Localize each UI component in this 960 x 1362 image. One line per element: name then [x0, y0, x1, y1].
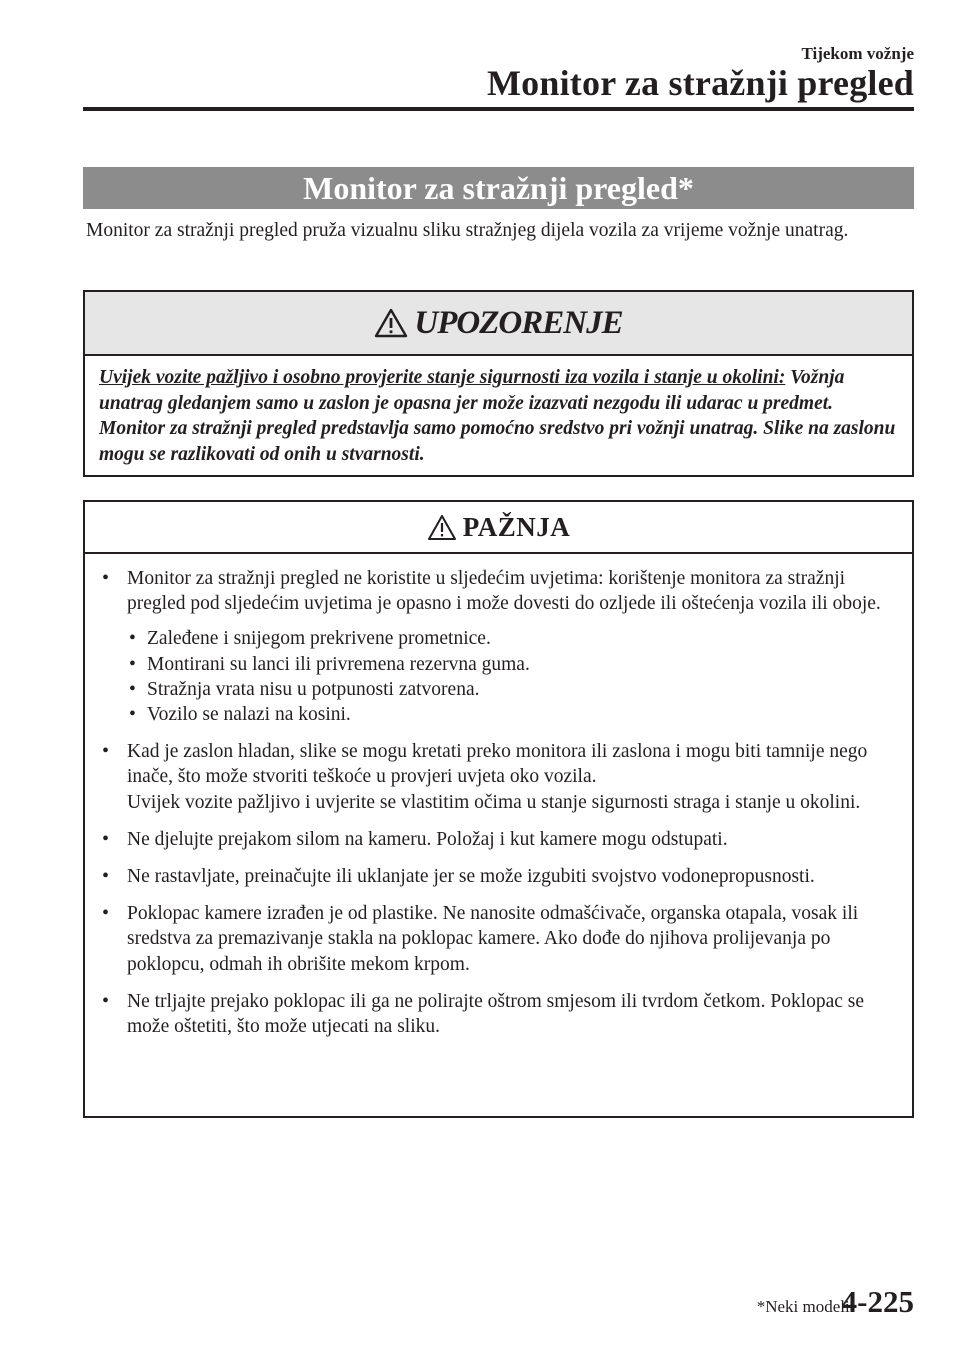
page-title: Monitor za stražnji pregled — [487, 63, 914, 103]
condition-item: • Stražnja vrata nisu u potpunosti zatvorena. — [127, 677, 892, 702]
caution-item — [99, 739, 892, 815]
caution-item-text: Poklopac kamere izrađen je od plastike. Ne nanosite odmašćivače, organska otapala, vosak ili sredstva za premazivanje stakla na poklopac kamere. Ako dođe do njihova prolijevanja po poklopcu, odmah ih obrišite mekom krpom. — [127, 903, 859, 975]
caution-title: PAŽNJA — [462, 511, 571, 542]
bullet-icon: • — [102, 865, 110, 888]
caution-item — [99, 901, 892, 977]
warning-lead: Uvijek vozite pažljivo i osobno provjerite stanje sigurnosti iza vozila i stanje u okolini: — [99, 367, 786, 388]
warning-body — [85, 356, 912, 467]
caution-item — [99, 864, 892, 889]
condition-list — [127, 626, 892, 727]
warning-title: UPOZORENJE — [414, 304, 623, 341]
warning-header — [85, 292, 912, 356]
bullet-icon: • — [102, 989, 110, 1012]
caution-item-text: Kad je zaslon hladan, slike se mogu kretati preko monitora ili zaslona i mogu biti tamnije nego inače, što može stvoriti teškoće u provjeri uvjeta oko vozila. — [127, 741, 868, 788]
bullet-icon: • — [129, 704, 136, 726]
bullet-icon: • — [129, 653, 136, 675]
caution-body — [85, 554, 912, 1039]
header-divider — [83, 107, 914, 111]
warning-triangle-icon — [427, 514, 457, 541]
caution-box — [83, 500, 914, 1118]
caution-item-text: Uvijek vozite pažljivo i uvjerite se vlastitim očima u stanje sigurnosti straga i stanje u okolini. — [127, 791, 861, 813]
caution-item-text: Ne rastavljate, preinačujte ili uklanjate jer se može izgubiti svojstvo vodonepropusnosti. — [127, 866, 815, 888]
warning-box — [83, 290, 914, 477]
condition-item: • Vozilo se nalazi na kosini. — [127, 702, 892, 727]
caution-item — [99, 989, 892, 1039]
bullet-icon: • — [102, 567, 110, 589]
bullet-icon: • — [102, 827, 110, 850]
chapter-label: Tijekom vožnje — [801, 44, 914, 63]
caution-item-text: Ne trljajte prejako poklopac ili ga ne polirajte oštrom smjesom ili tvrdom četkom. Poklopac se može oštetiti, što može utjecati na sliku. — [127, 990, 865, 1038]
caution-item — [99, 566, 892, 727]
bullet-icon: • — [102, 740, 110, 763]
caution-item — [99, 827, 892, 852]
condition-item: • Zaleđene i snijegom prekrivene prometnice. — [127, 626, 892, 651]
caution-item-text: Monitor za stražnji pregled ne koristite u sljedećim uvjetima: korištenje monitora za stražnji pregled pod sljedećim uvjetima je opasno i može dovesti do ozljede ili oštećenja vozila ili oboje. — [127, 568, 881, 615]
bullet-icon: • — [102, 902, 110, 925]
caution-item-text: Ne djelujte prejakom silom na kameru. Položaj i kut kamere mogu odstupati. — [127, 828, 728, 850]
section-intro: Monitor za stražnji pregled pruža vizualnu sliku stražnjeg dijela vozila za vrijeme vožnje unatrag. — [86, 220, 849, 241]
footnote: *Neki modeli. — [756, 1297, 854, 1316]
bullet-icon: • — [129, 678, 136, 700]
section-title: Monitor za stražnji pregled* — [83, 167, 914, 209]
caution-header — [85, 502, 912, 554]
bullet-icon: • — [129, 628, 136, 650]
warning-text: Vožnja unatrag gledanjem samo u zaslon je opasna jer može izazvati nezgodu ili udarac u predmet. Monitor za stražnji pregled predstavlja samo pomoćno sredstvo pri vožnji unatrag. Slike na zaslonu mogu se razlikovati od onih u stvarnosti. — [99, 367, 896, 465]
condition-item: • Montirani su lanci ili privremena rezervna guma. — [127, 652, 892, 677]
page-number: 4-225 — [841, 1284, 914, 1319]
warning-triangle-icon — [374, 308, 408, 338]
